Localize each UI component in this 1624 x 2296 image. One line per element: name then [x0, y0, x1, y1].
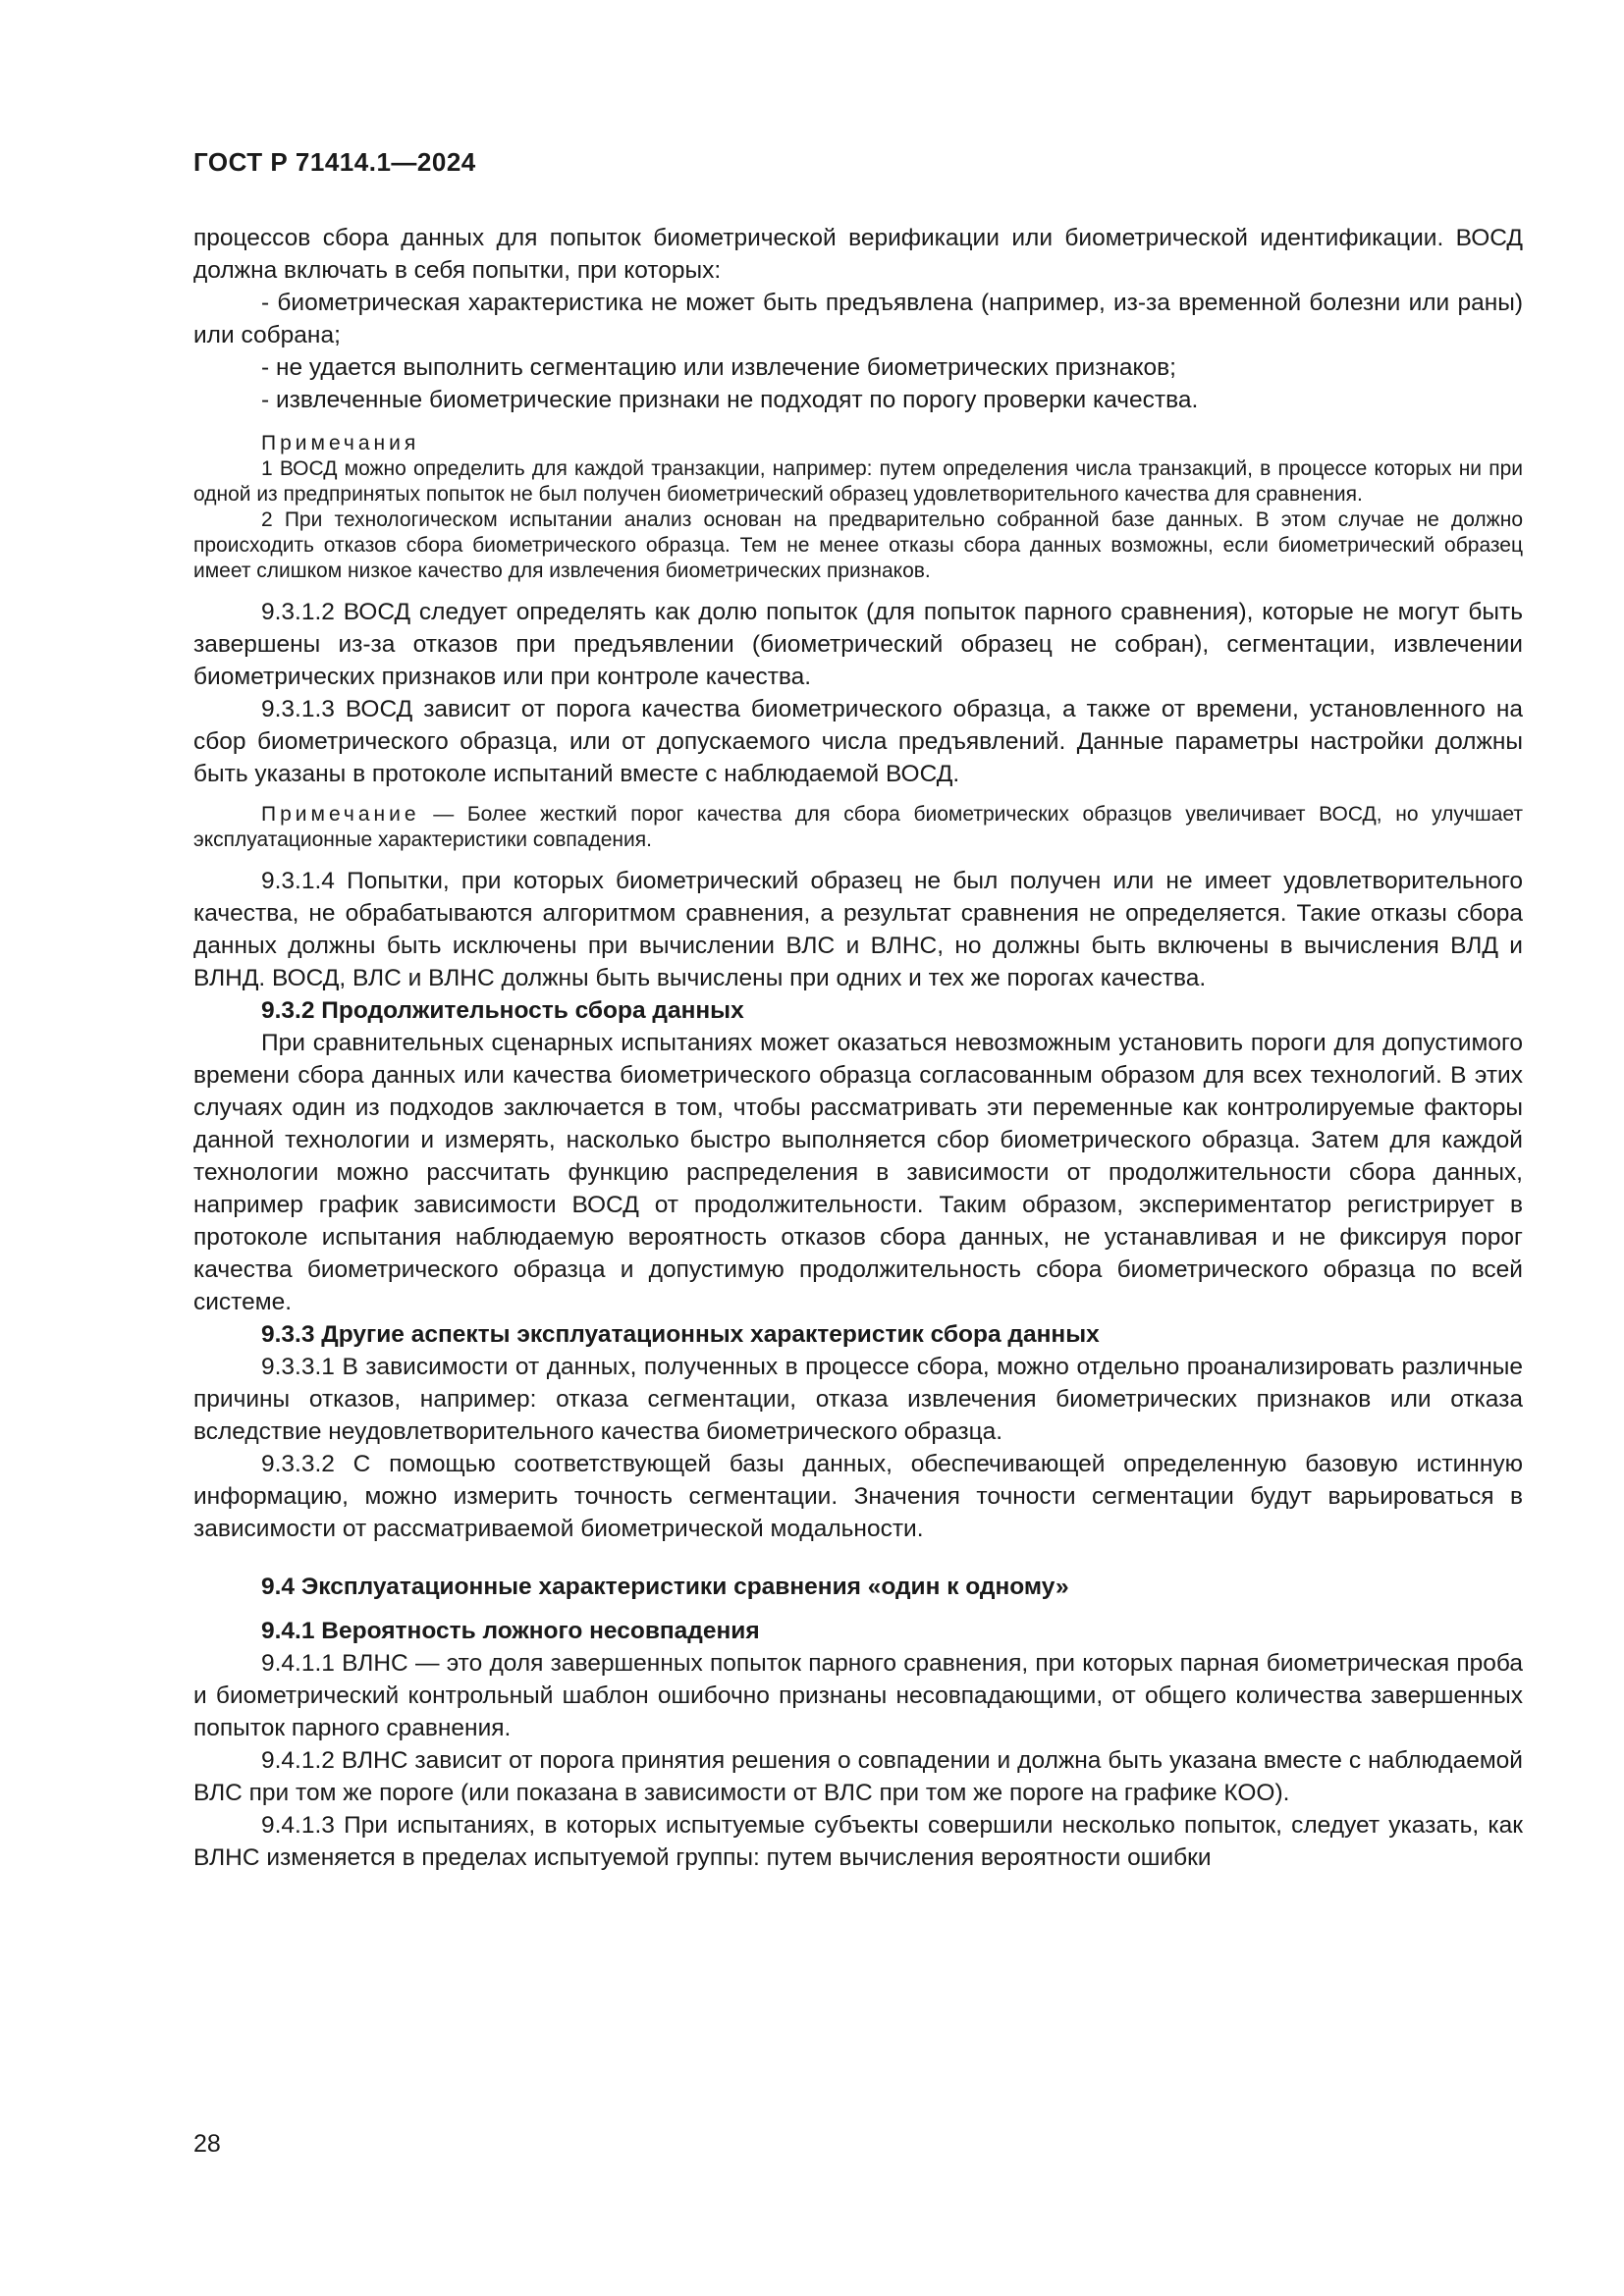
paragraph-9-4-1-1: 9.4.1.1 ВЛНС — это доля завершенных попыток парного сравнения, при которых парная биометрическая проба и биометрический контрольный шаблон ошибочно признаны несовпадающими, от общего количества завершенных попыток парного сравнения.: [193, 1650, 1523, 1741]
paragraph-9-4-1-3: 9.4.1.3 При испытаниях, в которых испытуемые субъекты совершили несколько попыток, следует указать, как ВЛНС изменяется в пределах испытуемой группы: путем вычисления вероятности ошибки: [193, 1812, 1523, 1871]
heading-9-4: 9.4 Эксплуатационные характеристики сравнения «один к одному»: [261, 1574, 1069, 1600]
paragraph-9-3-3-2: 9.3.3.2 С помощью соответствующей базы данных, обеспечивающей определенную базовую истинную информацию, можно измерить точность сегментации. Значения точности сегментации будут варьироваться в зависимости от рассматриваемой биометрической модальности.: [193, 1451, 1523, 1542]
heading-9-3-2: 9.3.2 Продолжительность сбора данных: [261, 997, 744, 1024]
page-number: 28: [193, 2130, 221, 2158]
notes-title: Примечания: [261, 432, 420, 454]
note-item: 2 При технологическом испытании анализ основан на предварительно собранной базе данных. В этом случае не должно происходить отказов сбора биометрического образца. Тем не менее отказы сбора данных возможны, если биометрический образец имеет слишком низкое качество для извлечения биометрических признаков.: [193, 508, 1523, 582]
paragraph-9-3-3-1: 9.3.3.1 В зависимости от данных, полученных в процессе сбора, можно отдельно проанализировать различные причины отказов, например: отказа сегментации, отказа извлечения биометрических признаков или отказа вследствие неудовлетворительного качества биометрического образца.: [193, 1354, 1523, 1445]
note-item: 1 ВОСД можно определить для каждой транзакции, например: путем определения числа транзакций, в процессе которых ни при одной из предпринятых попыток не был получен биометрический образец удовлетворительного качества для сравнения.: [193, 457, 1523, 506]
heading-9-3-3: 9.3.3 Другие аспекты эксплуатационных характеристик сбора данных: [261, 1321, 1100, 1348]
note-text: — Более жесткий порог качества для сбора биометрических образцов увеличивает ВОСД, но улучшает эксплуатационные характеристики совпадения.: [193, 803, 1523, 851]
intro-paragraph: процессов сбора данных для попыток биометрической верификации или биометрической идентификации. ВОСД должна включать в себя попытки, при которых:: [193, 225, 1523, 284]
paragraph-9-4-1-2: 9.4.1.2 ВЛНС зависит от порога принятия решения о совпадении и должна быть указана вместе с наблюдаемой ВЛС при том же пороге (или показана в зависимости от ВЛС при том же пороге на графике КОО).: [193, 1747, 1523, 1806]
document-header: ГОСТ Р 71414.1—2024: [193, 147, 476, 177]
paragraph-9-3-2: При сравнительных сценарных испытаниях может оказаться невозможным установить пороги для допустимого времени сбора данных или качества биометрического образца согласованным образом для всех технологий. В этих случаях один из подходов заключается в том, чтобы рассматривать эти переменные как контролируемые факторы данной технологии и измерять, насколько быстро выполняется сбор биометрического образца. Затем для каждой технологии можно рассчитать функцию распределения в зависимости от продолжительности сбора данных, например график зависимости ВОСД от продолжительности. Таким образом, экспериментатор регистрирует в протоколе испытания наблюдаемую вероятность отказов сбора данных, не устанавливая и не фиксируя порог качества биометрического образца и допустимую продолжительность сбора биометрического образца по всей системе.: [193, 1030, 1523, 1315]
note-label: Примечание: [261, 803, 420, 826]
paragraph-9-3-1-3: 9.3.1.3 ВОСД зависит от порога качества биометрического образца, а также от времени, установленного на сбор биометрического образца, или от допускаемого числа предъявлений. Данные параметры настройки должны быть указаны в протоколе испытаний вместе с наблюдаемой ВОСД.: [193, 696, 1523, 787]
bullet-item: - не удается выполнить сегментацию или извлечение биометрических признаков;: [261, 354, 1176, 381]
paragraph-9-3-1-2: 9.3.1.2 ВОСД следует определять как долю попыток (для попыток парного сравнения), которые не могут быть завершены из-за отказов при предъявлении (биометрический образец не собран), сегментации, извлечении биометрических признаков или при контроле качества.: [193, 599, 1523, 690]
bullet-item: - биометрическая характеристика не может быть предъявлена (например, из-за временной болезни или раны) или собрана;: [193, 290, 1523, 348]
single-note: [193, 802, 1523, 853]
heading-9-4-1: 9.4.1 Вероятность ложного несовпадения: [261, 1618, 760, 1644]
page-content: [193, 222, 1523, 1874]
paragraph-9-3-1-4: 9.3.1.4 Попытки, при которых биометрический образец не был получен или не имеет удовлетворительного качества, не обрабатываются алгоритмом сравнения, а результат сравнения не определяется. Такие отказы сбора данных должны быть исключены при вычислении ВЛС и ВЛНС, но должны быть включены в вычисления ВЛД и ВЛНД. ВОСД, ВЛС и ВЛНС должны быть вычислены при одних и тех же порогах качества.: [193, 868, 1523, 991]
bullet-item: - извлеченные биометрические признаки не подходят по порогу проверки качества.: [261, 387, 1199, 413]
